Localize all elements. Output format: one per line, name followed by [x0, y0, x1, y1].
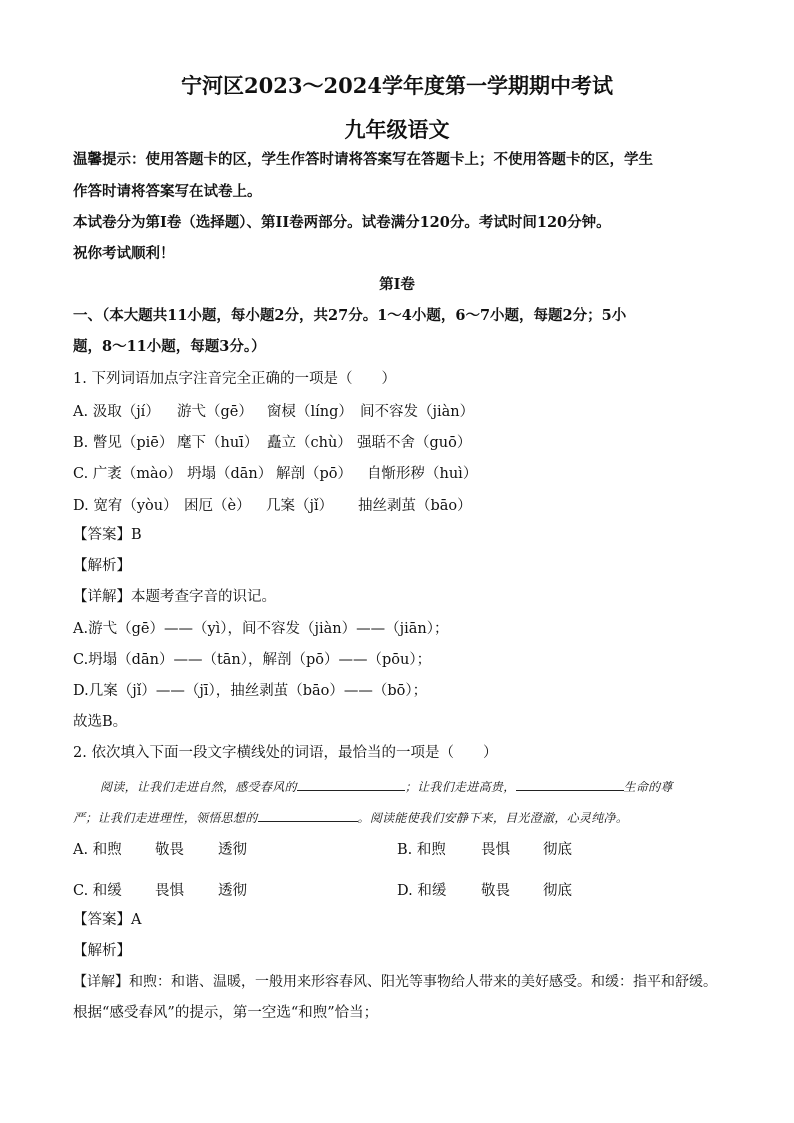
- notice-line-1: 温馨提示：使用答题卡的区，学生作答时请将答案写在答题卡上；不使用答题卡的区，学生: [73, 151, 653, 168]
- q2-option-d-3: 彻底: [543, 883, 572, 899]
- q2-passage-text-b: ；让我们走进高贵，: [404, 780, 516, 794]
- q1-detail-a: A.游弋（gē）——（yì），间不容发（jiàn）——（jiān）；: [73, 621, 449, 637]
- q1-analysis-label: 【解析】: [73, 558, 131, 574]
- q1-option-c-1: C. 广袤（mào）: [73, 466, 182, 482]
- q2-stem: 2. 依次填入下面一段文字横线处的词语，最恰当的一项是（ ）: [73, 745, 498, 761]
- q2-option-a-2: 敬畏: [155, 842, 184, 858]
- q1-option-b-4: 强聒不舍（guō）: [357, 435, 472, 451]
- q1-option-c-3: 解剖（pō）: [276, 466, 353, 482]
- q1-stem: 1. 下列词语加点字注音完全正确的一项是（ ）: [73, 371, 396, 387]
- part1-line-1: 一、（本大题共11小题，每小题2分，共27分。1～4小题，6～7小题，每题2分；5小: [73, 307, 627, 324]
- q2-option-c-1: C. 和缓: [73, 883, 122, 899]
- q1-detail: 【详解】本题考查字音的识记。: [73, 589, 276, 605]
- notice-line-3: 本试卷分为第Ⅰ卷（选择题）、第II卷两部分。试卷满分120分。考试时间120分钟。: [73, 214, 611, 231]
- notice-line-4: 祝你考试顺利！: [73, 245, 175, 262]
- q2-option-d-2: 敬畏: [481, 883, 510, 899]
- q1-option-c-2: 坍塌（dān）: [187, 466, 273, 482]
- q2-passage-line-2: [73, 807, 733, 828]
- q2-passage-text-c: 生命的尊: [623, 780, 673, 794]
- q2-option-c-3: 透彻: [218, 883, 247, 899]
- q1-option-a-4: 间不容发（jiàn）: [360, 404, 475, 420]
- q2-option-d-1: D. 和缓: [397, 883, 447, 899]
- q2-option-a-3: 透彻: [218, 842, 247, 858]
- q2-option-a-1: A. 和煦: [73, 842, 122, 858]
- q1-option-d-3: 几案（jǐ）: [266, 498, 334, 514]
- q1-detail-c: C.坍塌（dān）——（tān），解剖（pō）——（pōu）；: [73, 652, 432, 668]
- q2-passage-text-a: 阅读，让我们走进自然，感受春风的: [100, 780, 297, 794]
- q1-option-c-4: 自惭形秽（huì）: [367, 466, 478, 482]
- q2-answer: 【答案】A: [73, 912, 142, 928]
- q2-option-b-3: 彻底: [543, 842, 572, 858]
- q1-option-a-3: 窗棂（líng）: [267, 404, 353, 420]
- q2-analysis-label: 【解析】: [73, 943, 131, 959]
- notice-line-2: 作答时请将答案写在试卷上。: [73, 183, 262, 200]
- q2-detail-1: 【详解】和煦：和谐、温暖，一般用来形容春风、阳光等事物给人带来的美好感受。和缓：指平和舒缓。: [73, 974, 717, 990]
- q2-option-c-2: 畏惧: [155, 883, 184, 899]
- q1-conclusion: 故选B。: [73, 714, 128, 730]
- q1-option-d-2: 困厄（è）: [184, 498, 251, 514]
- part1-line-2: 题，8～11小题，每题3分。）: [73, 338, 266, 355]
- q2-passage-line-1: [100, 776, 760, 797]
- q1-option-b-3: 矗立（chù）: [267, 435, 352, 451]
- q1-option-d-1: D. 宽宥（yòu）: [73, 498, 178, 514]
- q2-passage-text-e: 。阅读能使我们安静下来，目光澄澈，心灵纯净。: [357, 811, 629, 825]
- q2-option-b-1: B. 和煦: [397, 842, 446, 858]
- q2-blank-1: [297, 776, 405, 791]
- q1-option-b-2: 麾下（huī）: [177, 435, 259, 451]
- exam-subtitle: 九年级语文: [344, 117, 450, 142]
- q1-detail-d: D.几案（jǐ）——（jī），抽丝剥茧（bāo）——（bō）；: [73, 683, 428, 699]
- q1-option-a-1: A. 汲取（jí）: [73, 404, 160, 420]
- q1-answer: 【答案】B: [73, 527, 142, 543]
- q1-option-d-4: 抽丝剥茧（bāo）: [358, 498, 472, 514]
- q2-option-b-2: 畏惧: [481, 842, 510, 858]
- q1-option-b-1: B. 瞥见（piē）: [73, 435, 174, 451]
- q2-blank-2: [516, 776, 624, 791]
- q2-passage-text-d: 严；让我们走进理性，领悟思想的: [73, 811, 258, 825]
- q2-blank-3: [258, 807, 358, 822]
- exam-title: 宁河区2023～2024学年度第一学期期中考试: [181, 73, 613, 98]
- q2-detail-2: 根据“感受春风”的提示，第一空选“和煦”恰当；: [73, 1005, 379, 1021]
- q1-option-a-2: 游弋（gē）: [177, 404, 253, 420]
- section-title: 第Ⅰ卷: [379, 276, 415, 293]
